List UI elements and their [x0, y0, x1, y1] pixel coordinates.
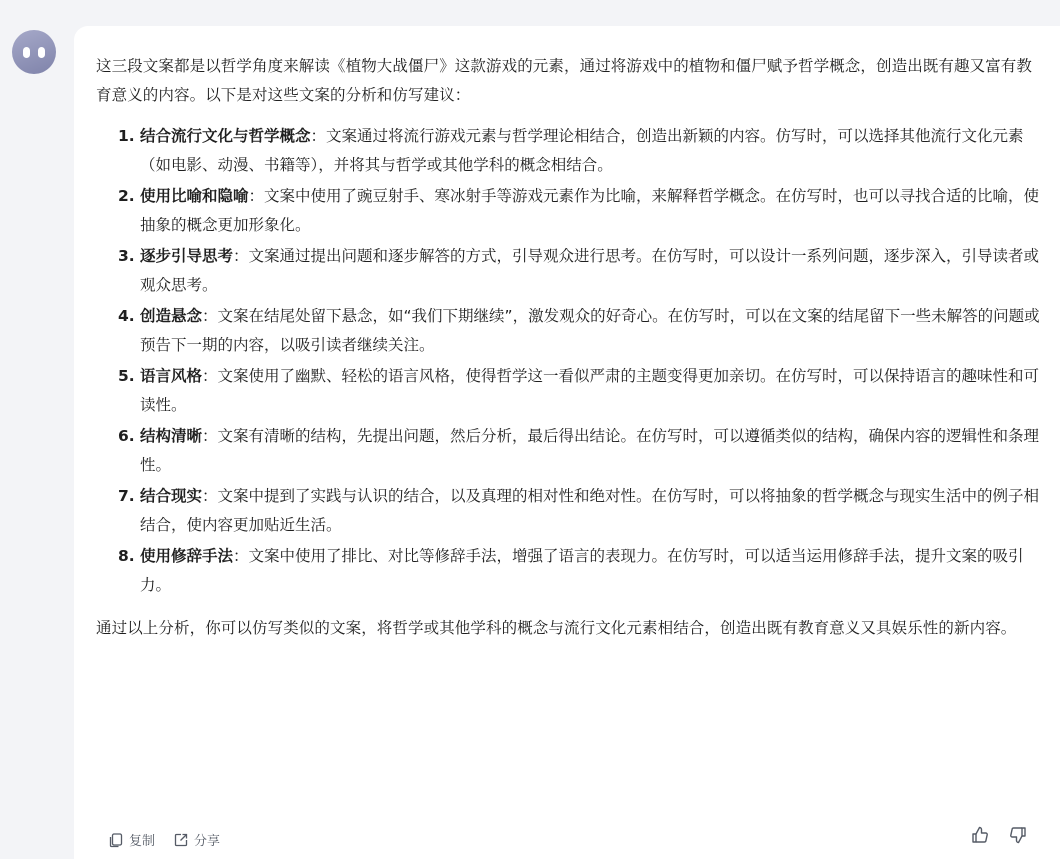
thumbs-up-icon[interactable] [970, 825, 990, 849]
list-item-title: 创造悬念 [140, 307, 203, 325]
list-item-title: 结合流行文化与哲学概念 [140, 127, 311, 145]
list-item-number: 1. [118, 127, 135, 145]
list-item [118, 182, 1040, 240]
list-item-title: 逐步引导思考 [140, 247, 234, 265]
avatar-eye [23, 47, 30, 58]
list-item-number: 3. [118, 247, 135, 265]
list-item-body: ：文案在结尾处留下悬念，如“我们下期继续”，激发观众的好奇心。在仿写时，可以在文案的结尾留下一些未解答的问题或预告下一期的内容，以吸引读者继续关注。 [140, 307, 1040, 354]
list-item-body: ：文案有清晰的结构，先提出问题，然后分析，最后得出结论。在仿写时，可以遵循类似的结构，确保内容的逻辑性和条理性。 [140, 427, 1040, 474]
list-item [118, 422, 1040, 480]
list-item-title: 使用修辞手法 [140, 547, 234, 565]
list-item-number: 4. [118, 307, 135, 325]
list-item [118, 122, 1040, 180]
list-item-title: 结合现实 [140, 487, 203, 505]
copy-icon [108, 832, 124, 848]
copy-label: 复制 [129, 834, 156, 849]
copy-button[interactable] [108, 830, 155, 849]
list-item-body: ：文案通过将流行游戏元素与哲学理论相结合，创造出新颖的内容。仿写时，可以选择其他流行文化元素（如电影、动漫、书籍等），并将其与哲学或其他学科的概念相结合。 [140, 127, 1024, 174]
list-item-body: ：文案中使用了排比、对比等修辞手法，增强了语言的表现力。在仿写时，可以适当运用修辞手法，提升文案的吸引力。 [140, 547, 1024, 594]
list-item-body: ：文案中使用了豌豆射手、寒冰射手等游戏元素作为比喻，来解释哲学概念。在仿写时，也可以寻找合适的比喻，使抽象的概念更加形象化。 [140, 187, 1040, 234]
list-item-body: ：文案中提到了实践与认识的结合，以及真理的相对性和绝对性。在仿写时，可以将抽象的哲学概念与现实生活中的例子相结合，使内容更加贴近生活。 [140, 487, 1040, 534]
thumbs-down-icon[interactable] [1008, 825, 1028, 849]
list-item [118, 362, 1040, 420]
list-item [118, 302, 1040, 360]
list-item-number: 8. [118, 547, 135, 565]
list-item-number: 7. [118, 487, 135, 505]
message-conclusion: 通过以上分析，你可以仿写类似的文案，将哲学或其他学科的概念与流行文化元素相结合，创造出既有教育意义又具娱乐性的新内容。 [96, 619, 1017, 637]
share-icon [173, 832, 189, 848]
list-item-title: 语言风格 [140, 367, 203, 385]
list-item-number: 5. [118, 367, 135, 385]
list-item [118, 242, 1040, 300]
list-item-title: 结构清晰 [140, 427, 203, 445]
share-label: 分享 [194, 834, 221, 849]
list-item-number: 6. [118, 427, 135, 445]
assistant-message [74, 26, 1060, 859]
analysis-list [96, 122, 1040, 600]
share-button[interactable] [173, 830, 220, 849]
message-intro: 这三段文案都是以哲学角度来解读《植物大战僵尸》这款游戏的元素，通过将游戏中的植物和僵尸赋予哲学概念，创造出既有趣又富有教育意义的内容。以下是对这些文案的分析和仿写建议： [96, 57, 1033, 104]
list-item-title: 使用比喻和隐喻 [140, 187, 249, 205]
list-item [118, 542, 1040, 600]
message-actions [108, 830, 220, 849]
list-item-body: ：文案通过提出问题和逐步解答的方式，引导观众进行思考。在仿写时，可以设计一系列问题，逐步深入，引导读者或观众思考。 [140, 247, 1040, 294]
bot-avatar-icon [12, 30, 56, 74]
list-item-number: 2. [118, 187, 135, 205]
list-item [118, 482, 1040, 540]
feedback-actions [970, 825, 1028, 849]
avatar-eye [38, 47, 45, 58]
list-item-body: ：文案使用了幽默、轻松的语言风格，使得哲学这一看似严肃的主题变得更加亲切。在仿写时，可以保持语言的趣味性和可读性。 [140, 367, 1040, 414]
